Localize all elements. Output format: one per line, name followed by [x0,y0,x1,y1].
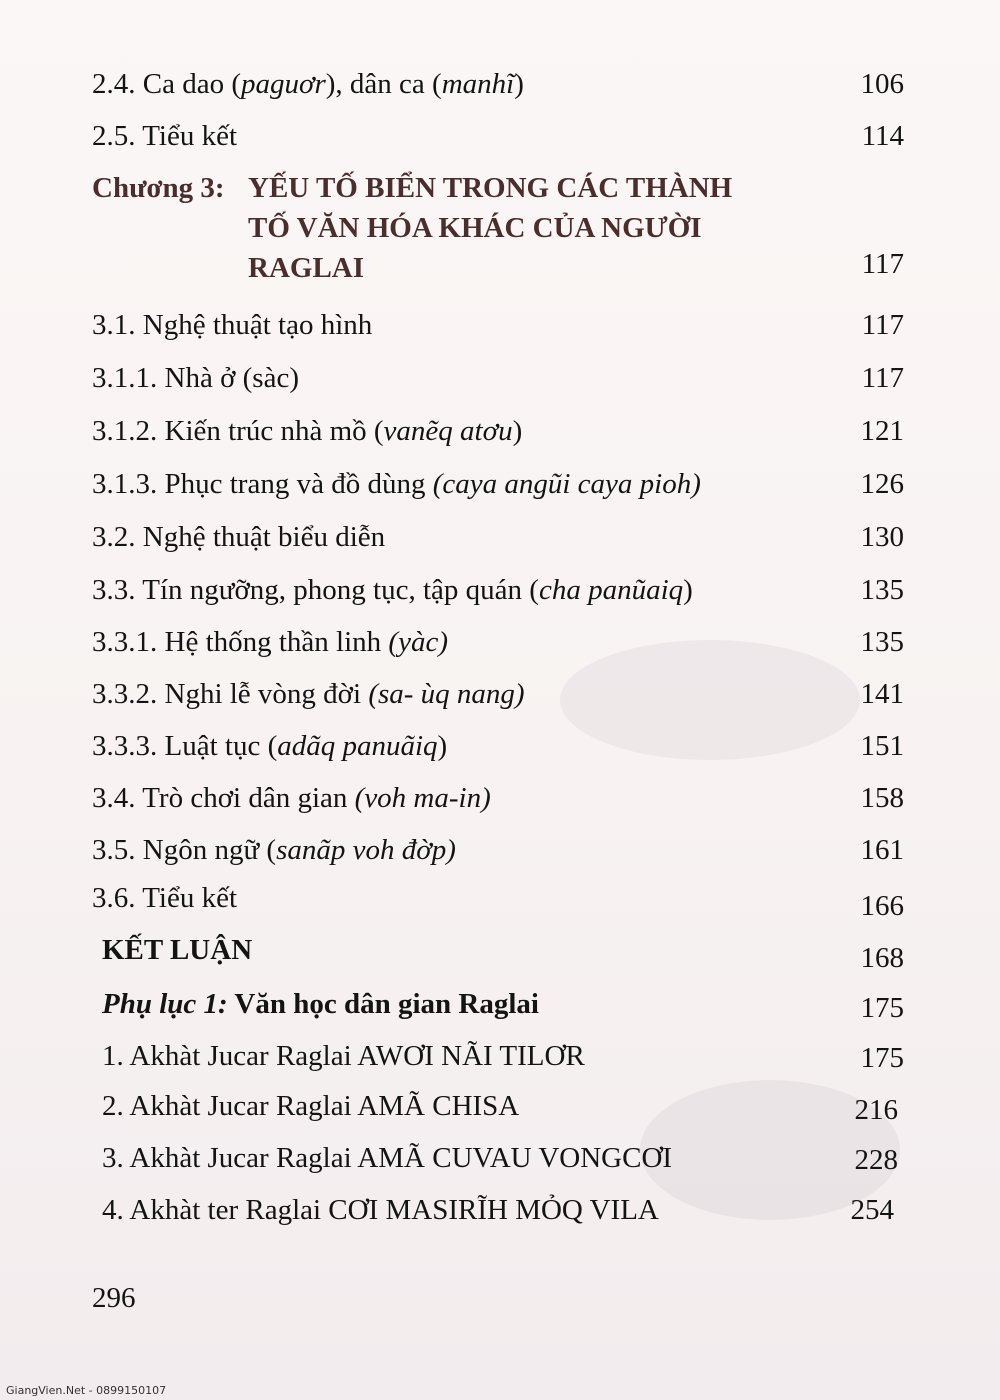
toc-entry-title: 4. Akhàt ter Raglai CƠI MASIRĨH MỎQ VILA [102,1194,659,1226]
chapter-heading [92,166,904,296]
toc-page-number: 126 [860,468,904,500]
toc-entry [92,1136,904,1180]
watermark-text: GiangVien.Net - 0899150107 [6,1384,167,1397]
toc-entry-title: 3.5. Ngôn ngữ (sanãp voh đờp) [92,834,456,866]
toc-entry-title: 3.6. Tiểu kết [92,882,238,914]
toc-page-number: 106 [860,68,904,100]
toc-page-number: 175 [860,1042,904,1074]
toc-entry-title: 1. Akhàt Jucar Raglai AWƠI NÃI TILƠR [102,1040,585,1072]
toc-entry-title: 3.3. Tín ngưỡng, phong tục, tập quán (cha panũaiq) [92,574,693,606]
toc-page-number: 216 [854,1094,898,1126]
toc-entry-title: 3.1.2. Kiến trúc nhà mồ (vanẽq atơu) [92,415,523,447]
toc-entry-conclusion [92,928,904,972]
toc-entry-title: 3.3.2. Nghi lễ vòng đời (sa- ùq nang) [92,678,525,710]
toc-entry-appendix [92,982,904,1026]
toc-entry-title: 3.2. Nghệ thuật biểu diễn [92,521,386,553]
chapter-title-line: RAGLAI [248,252,365,284]
toc-entry-title: 3. Akhàt Jucar Raglai AMÃ CUVAU VONGCƠI [102,1142,673,1174]
toc-entry [92,568,904,612]
toc-page-number: 166 [860,890,904,922]
toc-page-number: 161 [860,834,904,866]
toc-entry-title: 2.4. Ca dao (paguơr), dân ca (manhĩ) [92,68,524,100]
toc-page-number: 114 [861,120,904,152]
chapter-title-line: YẾU TỐ BIỂN TRONG CÁC THÀNH [248,172,733,204]
toc-page-number: 130 [860,521,904,553]
toc-entry-title: 3.1.1. Nhà ở (sàc) [92,362,299,394]
toc-page-number: 121 [860,415,904,447]
toc-entry-title: 3.3.1. Hệ thống thần linh (yàc) [92,626,448,658]
toc-entry-title: 3.1.3. Phục trang và đồ dùng (caya angũi caya pioh) [92,468,701,500]
toc-entry [92,1084,904,1128]
toc-entry [92,1188,904,1232]
toc-entry [92,356,904,400]
toc-page-number: 117 [861,309,904,341]
toc-page-number: 141 [860,678,904,710]
toc-page-number: 117 [861,362,904,394]
toc-page-number: 117 [861,248,904,280]
toc-entry [92,776,904,820]
toc-entry [92,462,904,506]
page-number: 296 [92,1282,136,1314]
toc-entry [92,1034,904,1078]
toc-entry-title: 3.3.3. Luật tục (adãq panuãiq) [92,730,448,762]
toc-page-number: 168 [860,942,904,974]
toc-entry [92,114,904,158]
toc-entry [92,828,904,872]
toc-entry [92,409,904,453]
toc-page-number: 151 [860,730,904,762]
toc-entry [92,62,904,106]
toc-page-number: 228 [854,1144,898,1176]
toc-entry [92,672,904,716]
toc-entry [92,515,904,559]
appendix-label: Phụ lục 1: Văn học dân gian Raglai [102,988,539,1020]
toc-entry [92,724,904,768]
toc-page-number: 135 [860,626,904,658]
toc-entry [92,876,904,920]
toc-entry-title: 2. Akhàt Jucar Raglai AMÃ CHISA [102,1090,520,1122]
chapter-label: Chương 3: [92,172,225,204]
toc-entry [92,303,904,347]
toc-page-number: 158 [860,782,904,814]
toc-page-number: 175 [860,992,904,1024]
chapter-title-line: TỐ VĂN HÓA KHÁC CỦA NGƯỜI [248,212,702,244]
toc-entry-title: 2.5. Tiểu kết [92,120,238,152]
conclusion-label: KẾT LUẬN [102,934,253,966]
toc-entry-title: 3.4. Trò chơi dân gian (voh ma-in) [92,782,491,814]
toc-page-number: 254 [850,1194,894,1226]
toc-page-number: 135 [860,574,904,606]
toc-entry-title: 3.1. Nghệ thuật tạo hình [92,309,373,341]
toc-entry [92,620,904,664]
